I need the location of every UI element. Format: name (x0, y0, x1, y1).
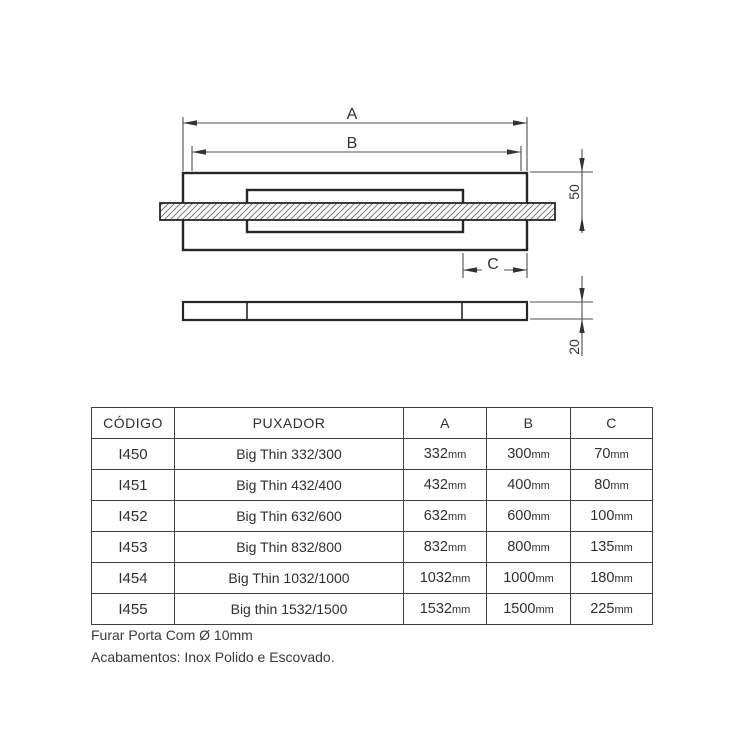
cell-c (571, 563, 653, 594)
dim-label-a: A (346, 106, 358, 123)
arrowhead-50-top (579, 158, 584, 172)
table-header-row (92, 408, 653, 439)
cell-a (404, 439, 487, 470)
dimension-unit: mm (451, 604, 471, 616)
dimension-unit: mm (447, 480, 467, 492)
table-row (92, 470, 653, 501)
cell-puxador: Big Thin 832/800 (175, 532, 404, 563)
cell-b (487, 501, 571, 532)
spec-table-body (92, 439, 653, 625)
arrowhead-20-top (579, 288, 584, 302)
dimension-value: 400 (507, 477, 532, 493)
header-c: C (571, 408, 653, 439)
dimension-unit: mm (610, 480, 629, 492)
dim-label-b: B (346, 135, 358, 152)
dimension-value: 70 (594, 446, 611, 462)
cell-puxador: Big Thin 632/600 (175, 501, 404, 532)
dimension-unit: mm (447, 542, 467, 554)
arrowhead-c-left (463, 267, 477, 272)
cell-b (487, 532, 571, 563)
cell-codigo: I454 (92, 563, 175, 594)
dimension-unit: mm (614, 542, 633, 554)
cell-puxador: Big Thin 432/400 (175, 470, 404, 501)
dimension-unit: mm (447, 449, 467, 461)
dimension-unit: mm (614, 604, 633, 616)
table-row (92, 532, 653, 563)
cell-puxador: Big thin 1532/1500 (175, 594, 404, 625)
dimension-value: 100 (590, 508, 615, 524)
dimension-value: 1532 (419, 601, 452, 617)
dimension-value: 135 (590, 539, 615, 555)
cell-b (487, 594, 571, 625)
cell-b (487, 470, 571, 501)
cell-a (404, 501, 487, 532)
note-drill-hole: Furar Porta Com Ø 10mm (91, 627, 253, 643)
dimension-value: 80 (594, 477, 611, 493)
dimension-unit: mm (610, 449, 629, 461)
table-row (92, 594, 653, 625)
cell-codigo: I455 (92, 594, 175, 625)
header-b: B (487, 408, 571, 439)
cell-c (571, 470, 653, 501)
dim-label-c: C (487, 256, 499, 273)
cell-c (571, 594, 653, 625)
arrowhead-a-right (513, 120, 527, 125)
dim-label-20: 20 (566, 339, 582, 355)
cell-codigo: I450 (92, 439, 175, 470)
handle-side-view (183, 302, 527, 320)
dimension-unit: mm (535, 604, 554, 616)
cell-a (404, 563, 487, 594)
arrowhead-b-right (507, 149, 521, 154)
dimension-value: 800 (507, 539, 532, 555)
dimension-unit: mm (531, 511, 550, 523)
spec-table (91, 407, 653, 625)
table-row (92, 501, 653, 532)
dimension-value: 632 (423, 508, 448, 524)
header-puxador: PUXADOR (175, 408, 404, 439)
dimension-unit: mm (614, 511, 633, 523)
dimension-value: 332 (423, 446, 448, 462)
cell-b (487, 563, 571, 594)
dimension-value: 432 (423, 477, 448, 493)
arrowhead-20-bottom (579, 319, 584, 333)
dimension-unit: mm (531, 542, 550, 554)
table-row (92, 563, 653, 594)
cell-a (404, 594, 487, 625)
cell-a (404, 532, 487, 563)
dim-label-50: 50 (566, 184, 582, 200)
cell-puxador: Big Thin 1032/1000 (175, 563, 404, 594)
cell-codigo: I452 (92, 501, 175, 532)
grip-bar-section (160, 203, 555, 220)
note-finishes: Acabamentos: Inox Polido e Escovado. (91, 649, 335, 665)
dimension-value: 832 (423, 539, 448, 555)
arrowhead-b-left (192, 149, 206, 154)
cell-puxador: Big Thin 332/300 (175, 439, 404, 470)
cell-c (571, 501, 653, 532)
header-a: A (404, 408, 487, 439)
dimension-unit: mm (447, 511, 467, 523)
cell-c (571, 532, 653, 563)
cell-a (404, 470, 487, 501)
dimension-value: 1000 (503, 570, 536, 586)
dimension-value: 600 (507, 508, 532, 524)
table-row (92, 439, 653, 470)
dimension-unit: mm (451, 573, 471, 585)
arrowhead-a-left (183, 120, 197, 125)
dimension-value: 180 (590, 570, 615, 586)
cell-codigo: I453 (92, 532, 175, 563)
dimension-value: 1500 (503, 601, 536, 617)
dimension-value: 300 (507, 446, 532, 462)
dimension-value: 1032 (419, 570, 452, 586)
dimension-unit: mm (531, 480, 550, 492)
cell-codigo: I451 (92, 470, 175, 501)
cell-b (487, 439, 571, 470)
arrowhead-c-right (513, 267, 527, 272)
dimension-value: 225 (590, 601, 615, 617)
arrowhead-50-bottom (579, 217, 584, 231)
dimension-unit: mm (614, 573, 633, 585)
header-codigo: CÓDIGO (92, 408, 175, 439)
dimension-unit: mm (535, 573, 554, 585)
cell-c (571, 439, 653, 470)
dimension-unit: mm (531, 449, 550, 461)
